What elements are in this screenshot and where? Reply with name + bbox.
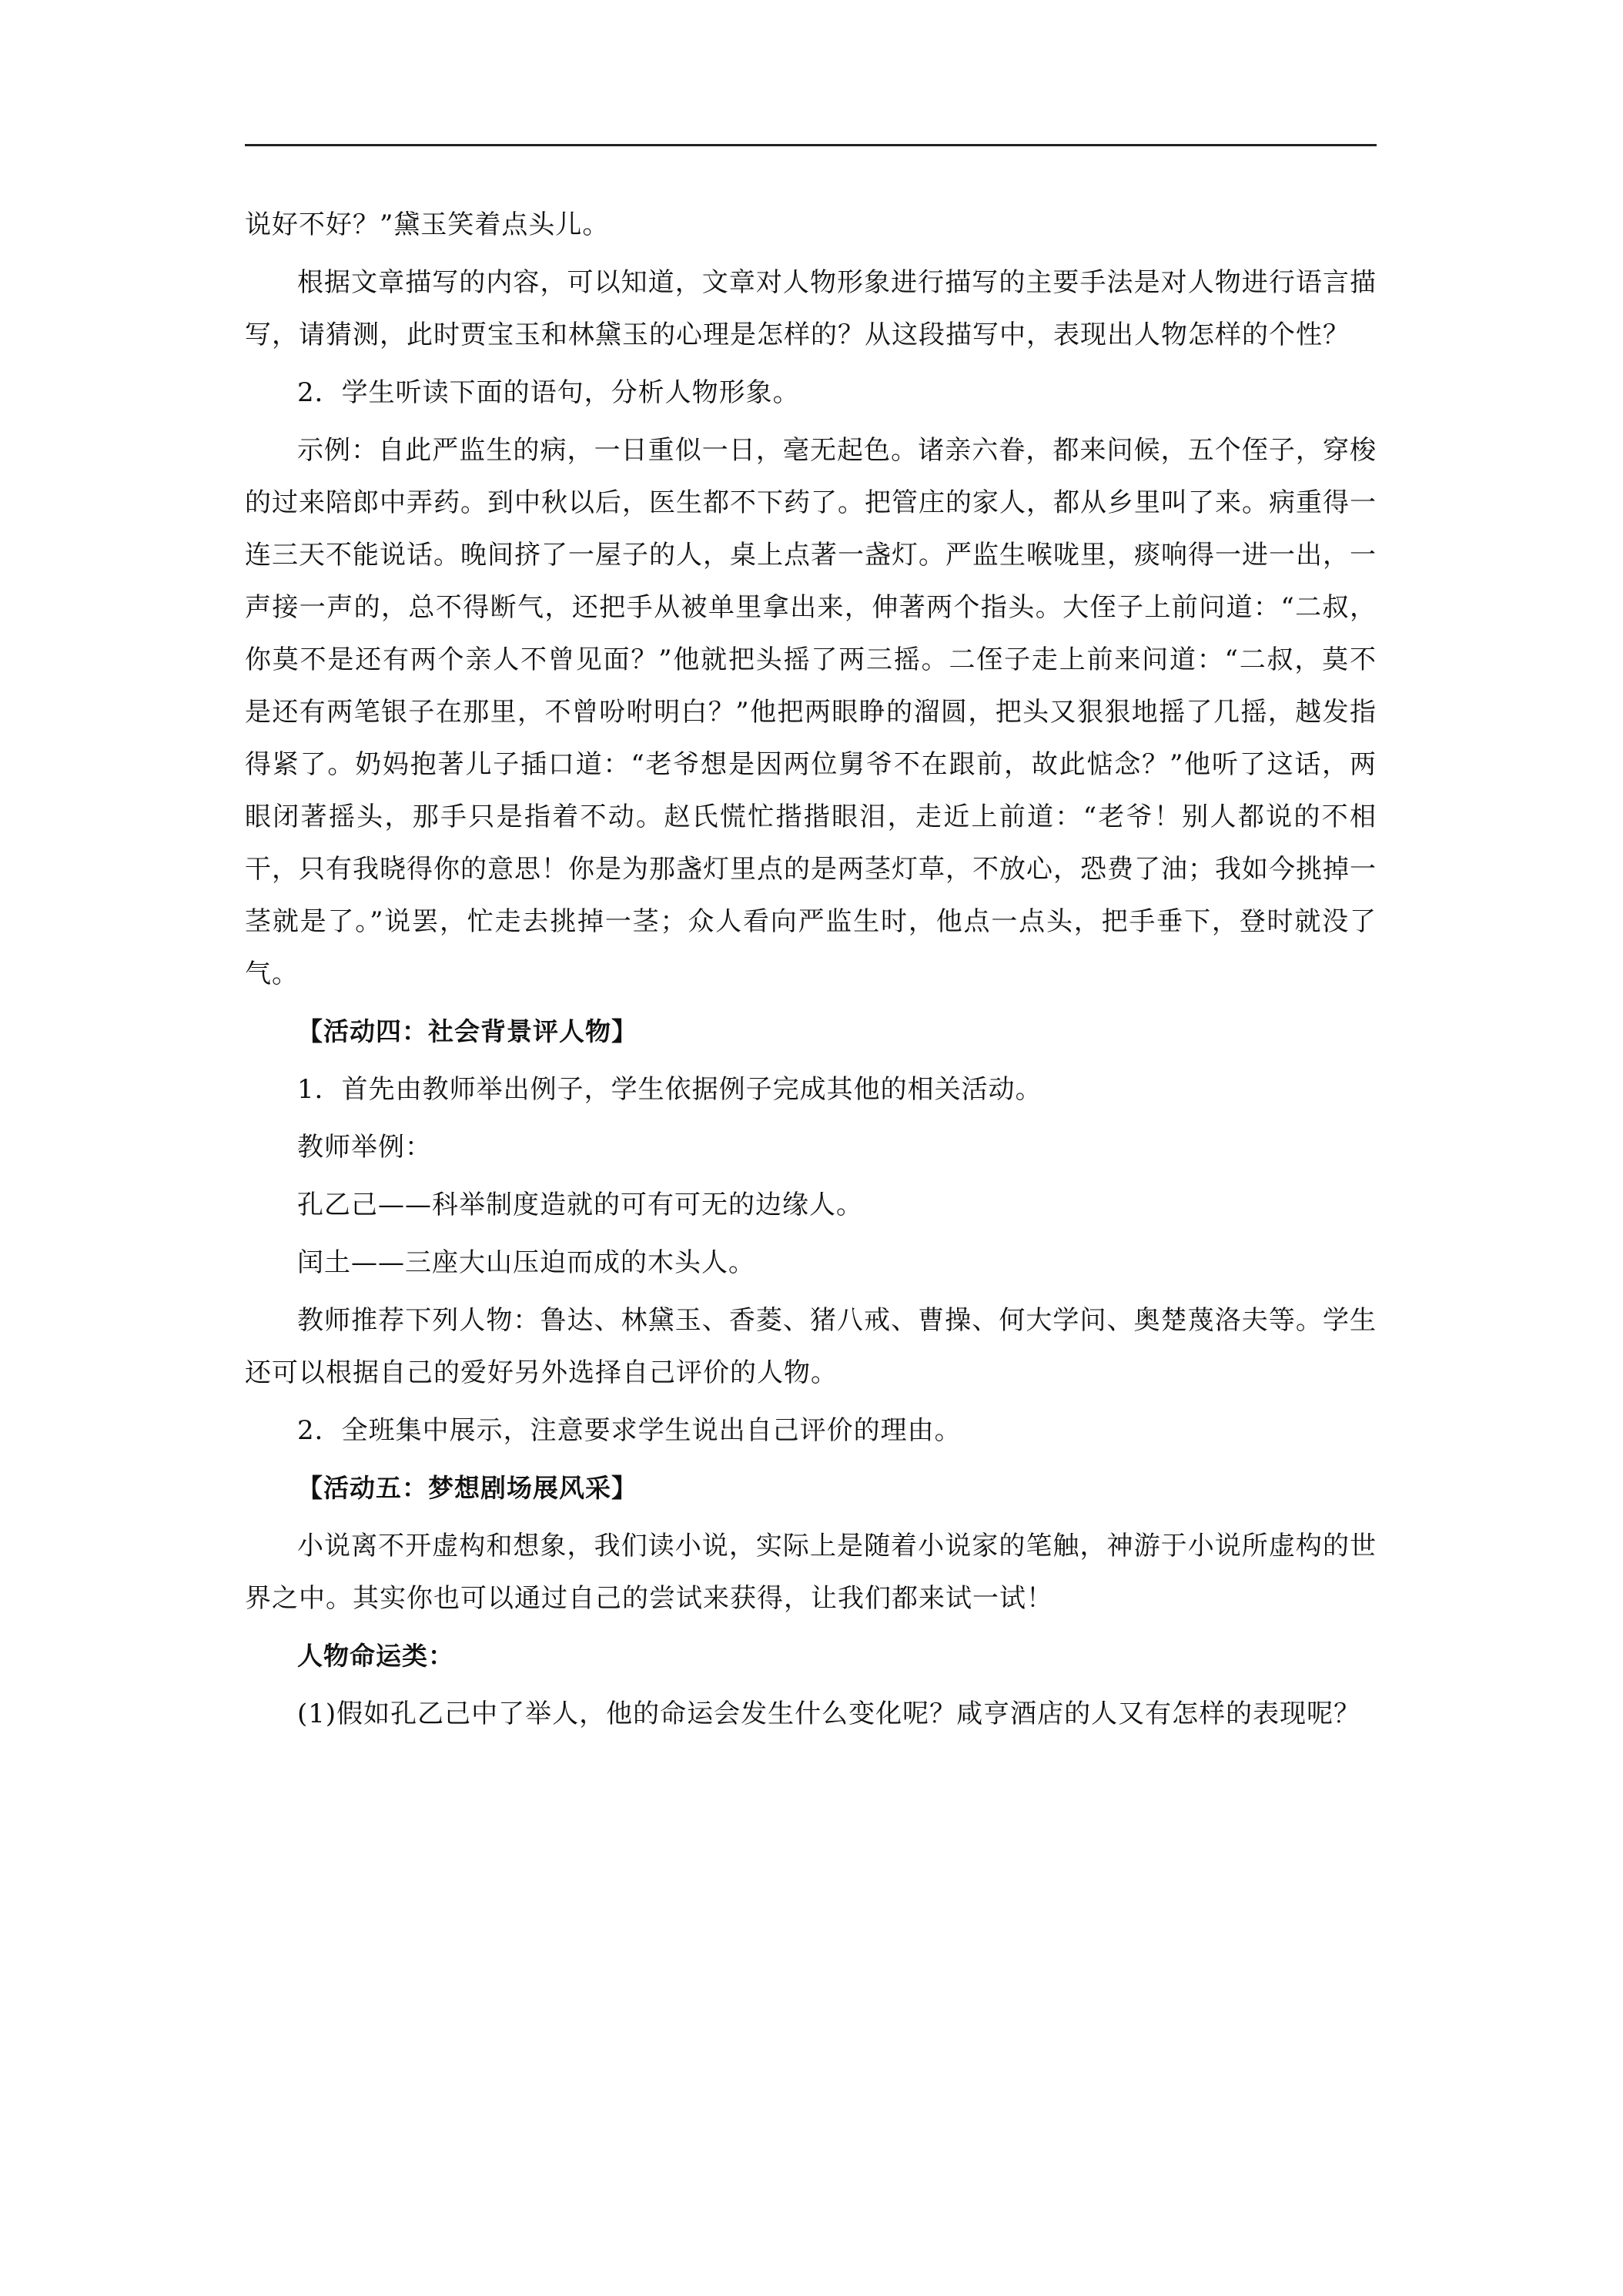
paragraph-question-1: (1)假如孔乙己中了举人，他的命运会发生什么变化呢？咸亨酒店的人又有怎样的表现呢？ [297, 1699, 1361, 1729]
paragraph-example-run-tu: 闰土——三座大山压迫而成的木头人。 [297, 1247, 755, 1278]
paragraph-task-2: 2．学生听读下面的语句，分析人物形象。 [297, 377, 800, 408]
header-rule [245, 144, 1377, 146]
paragraph-recommended-characters: 教师推荐下列人物：鲁达、林黛玉、香菱、猪八戒、曹操、何大学问、奥楚蔑洛夫等。学生还可以根据自己的爱好另外选择自己评价的人物。 [245, 1305, 1377, 1388]
paragraph-activity-four-step-2: 2．全班集中展示，注意要求学生说出自己评价的理由。 [297, 1415, 962, 1446]
paragraph-activity-five-intro: 小说离不开虚构和想象，我们读小说，实际上是随着小说家的笔触，神游于小说所虚构的世界之中。其实你也可以通过自己的尝试来获得，让我们都来试一试！ [245, 1531, 1377, 1614]
paragraph-activity-four-step-1: 1．首先由教师举出例子，学生依据例子完成其他的相关活动。 [297, 1074, 1042, 1105]
paragraph-continuation: 说好不好？”黛玉笑着点头儿。 [245, 209, 610, 240]
paragraph-example-yan-jiansheng: 示例：自此严监生的病，一日重似一日，毫无起色。诸亲六眷，都来问候，五个侄子，穿梭的过来陪郎中弄药。到中秋以后，医生都不下药了。把管庄的家人，都从乡里叫了来。病重得一连三天不能说话。晚间挤了一屋子的人，桌上点著一盏灯。严监生喉咙里，痰响得一进一出，一声接一声的，总不得断气，还把手从被单里拿出来，伸著两个指头。大侄子上前问道：“二叔，你莫不是还有两个亲人不曾见面？”他就把头摇了两三摇。二侄子走上前来问道：“二叔，莫不是还有两笔银子在那里，不曾吩咐明白？”他把两眼睁的溜圆，把头又狠狠地摇了几摇，越发指得紧了。奶妈抱著儿子插口道：“老爷想是因两位舅爷不在跟前，故此惦念？”他听了这话，两眼闭著摇头，那手只是指着不动。赵氏慌忙揩揩眼泪，走近上前道：“老爷！别人都说的不相干，只有我晓得你的意思！你是为那盏灯里点的是两茎灯草，不放心，恐费了油；我如今挑掉一茎就是了。”说罢，忙走去挑掉一茎；众人看向严监生时，他点一点头，把手垂下，登时就没了气。 [245, 435, 1377, 989]
paragraph-analysis-question: 根据文章描写的内容，可以知道，文章对人物形象进行描写的主要手法是对人物进行语言描写，请猜测，此时贾宝玉和林黛玉的心理是怎样的？从这段描写中，表现出人物怎样的个性？ [245, 267, 1377, 350]
document-body [245, 199, 1377, 1745]
paragraph-example-kong-yiji: 孔乙己——科举制度造就的可有可无的边缘人。 [297, 1190, 863, 1220]
heading-character-fate: 人物命运类： [297, 1641, 454, 1671]
heading-activity-five: 【活动五：梦想剧场展风采】 [297, 1473, 637, 1503]
heading-activity-four: 【活动四：社会背景评人物】 [297, 1016, 637, 1046]
paragraph-teacher-example-label: 教师举例： [297, 1132, 432, 1163]
